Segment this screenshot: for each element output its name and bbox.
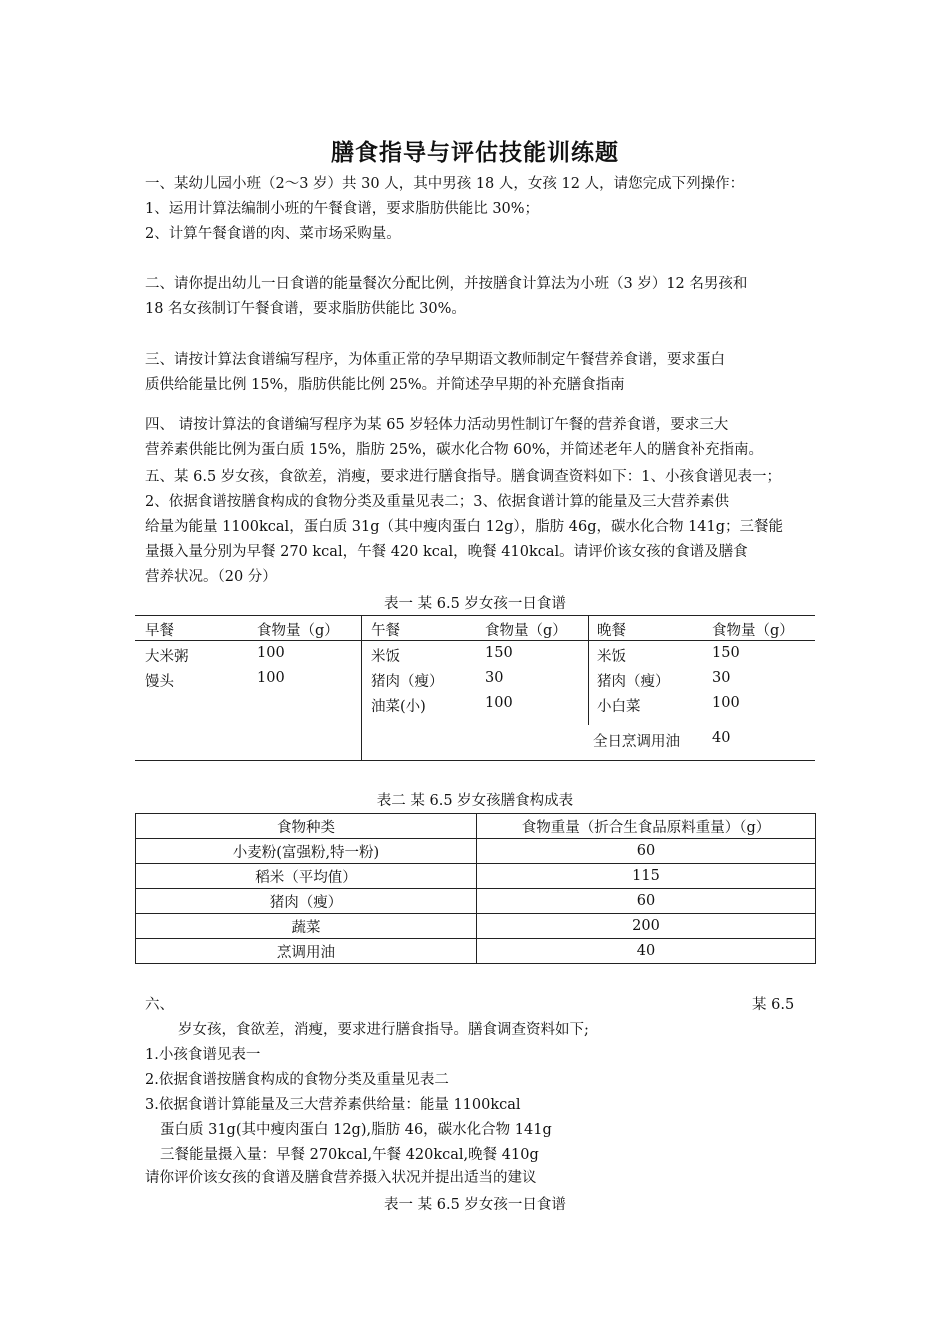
table-cell: 150 bbox=[485, 645, 513, 661]
question-6-table-caption: 表一 某 6.5 岁女孩一日食谱 bbox=[384, 1197, 566, 1213]
qty-header: 食物量（g） bbox=[485, 623, 567, 639]
table-cell: 蔬菜 bbox=[136, 914, 477, 939]
breakfast-header: 早餐 bbox=[145, 623, 174, 639]
table-cell: 猪肉（瘦） bbox=[371, 674, 444, 690]
table-cell: 100 bbox=[257, 645, 285, 661]
question-6-line: 蛋白质 31g(其中瘦肉蛋白 12g),脂肪 46，碳水化合物 141g bbox=[160, 1122, 552, 1138]
table-row bbox=[136, 914, 816, 939]
question-5-line: 五、某 6.5 岁女孩，食欲差，消瘦，要求进行膳食指导。膳食调查资料如下：1、小孩食谱见表一； bbox=[145, 469, 781, 485]
table-cell: 150 bbox=[712, 645, 740, 661]
table-cell: 馒头 bbox=[145, 674, 174, 690]
question-6-line: 岁女孩，食欲差，消瘦，要求进行膳食指导。膳食调查资料如下; bbox=[178, 1022, 589, 1038]
table-cell: 米饭 bbox=[371, 649, 400, 665]
oil-qty: 40 bbox=[712, 730, 731, 746]
table-row bbox=[136, 889, 816, 914]
page-title: 膳食指导与评估技能训练题 bbox=[331, 139, 619, 166]
table-cell: 烹调用油 bbox=[136, 939, 477, 964]
table-cell: 猪肉（瘦） bbox=[597, 674, 670, 690]
question-5-line: 量摄入量分别为早餐 270 kcal，午餐 420 kcal，晚餐 410kcal。请评价该女孩的食谱及膳食 bbox=[145, 544, 748, 560]
question-4 bbox=[145, 413, 815, 463]
question-6-line: 三餐能量摄入量：早餐 270kcal,午餐 420kcal,晚餐 410g bbox=[160, 1147, 539, 1163]
table-cell: 100 bbox=[712, 695, 740, 711]
table-cell: 小白菜 bbox=[597, 699, 641, 715]
table-cell: 115 bbox=[477, 864, 816, 889]
table-rule bbox=[135, 760, 815, 761]
dinner-header: 晚餐 bbox=[597, 623, 626, 639]
question-6-label: 六、 bbox=[145, 997, 174, 1013]
question-1-line: 2、计算午餐食谱的肉、菜市场采购量。 bbox=[145, 226, 401, 242]
question-5-line: 营养状况。（20 分） bbox=[145, 569, 277, 585]
table-rule bbox=[361, 615, 362, 760]
table-1-daily-menu bbox=[135, 615, 815, 761]
table-cell: 60 bbox=[477, 839, 816, 864]
question-4-line: 四、 请按计算法的食谱编写程序为某 65 岁轻体力活动男性制订午餐的营养食谱，要求三大 bbox=[145, 417, 729, 433]
question-6-line: 1.小孩食谱见表一 bbox=[145, 1047, 261, 1063]
table-row bbox=[136, 939, 816, 964]
table-rule bbox=[135, 615, 815, 616]
table-cell: 40 bbox=[477, 939, 816, 964]
qty-header: 食物量（g） bbox=[712, 623, 794, 639]
question-3-line: 质供给能量比例 15%，脂肪供能比例 25%。并简述孕早期的补充膳食指南 bbox=[145, 377, 625, 393]
question-6-line: 3.依据食谱计算能量及三大营养素供给量：能量 1100kcal bbox=[145, 1097, 521, 1113]
table-cell: 大米粥 bbox=[145, 649, 189, 665]
oil-label: 全日烹调用油 bbox=[593, 734, 680, 750]
table-cell: 油菜(小) bbox=[371, 699, 426, 715]
table-2-caption: 表二 某 6.5 岁女孩膳食构成表 bbox=[376, 793, 574, 809]
table-cell: 米饭 bbox=[597, 649, 626, 665]
table-cell: 100 bbox=[257, 670, 285, 686]
table-cell: 小麦粉(富强粉,特一粉) bbox=[136, 839, 477, 864]
question-6-line: 请你评价该女孩的食谱及膳食营养摄入状况并提出适当的建议 bbox=[145, 1170, 537, 1186]
table-2-diet-composition bbox=[135, 813, 816, 964]
table-cell: 200 bbox=[477, 914, 816, 939]
table-rule bbox=[135, 640, 815, 641]
table-cell: 100 bbox=[485, 695, 513, 711]
question-4-line: 营养素供能比例为蛋白质 15%，脂肪 25%，碳水化合物 60%，并简述老年人的膳食补充指南。 bbox=[145, 442, 764, 458]
question-3-line: 三、请按计算法食谱编写程序，为体重正常的孕早期语文教师制定午餐营养食谱，要求蛋白 bbox=[145, 352, 725, 368]
table-cell: 30 bbox=[712, 670, 731, 686]
table-row bbox=[136, 839, 816, 864]
question-1-line: 1、运用计算法编制小班的午餐食谱，要求脂肪供能比 30%； bbox=[145, 201, 540, 217]
qty-header: 食物量（g） bbox=[257, 623, 339, 639]
table-header-cell: 食物种类 bbox=[136, 814, 477, 839]
table-cell: 60 bbox=[477, 889, 816, 914]
question-5-line: 给量为能量 1100kcal，蛋白质 31g（其中瘦肉蛋白 12g），脂肪 46g，碳水化合物 141g；三餐能 bbox=[145, 519, 784, 535]
table-cell: 猪肉（瘦） bbox=[136, 889, 477, 914]
table-1-caption: 表一 某 6.5 岁女孩一日食谱 bbox=[384, 596, 566, 612]
question-3 bbox=[145, 348, 815, 398]
question-6-right-text: 某 6.5 bbox=[752, 997, 795, 1013]
question-2-line: 二、请你提出幼儿一日食谱的能量餐次分配比例，并按膳食计算法为小班（3 岁）12 名男孩和 bbox=[145, 276, 748, 292]
table-row bbox=[136, 864, 816, 889]
lunch-header: 午餐 bbox=[371, 623, 400, 639]
question-6-line: 2.依据食谱按膳食构成的食物分类及重量见表二 bbox=[145, 1072, 449, 1088]
question-2-line: 18 名女孩制订午餐食谱，要求脂肪供能比 30%。 bbox=[145, 301, 466, 317]
question-1 bbox=[145, 172, 815, 247]
table-header-cell: 食物重量（折合生食品原料重量）（g） bbox=[477, 814, 816, 839]
question-2 bbox=[145, 272, 815, 322]
question-1-line: 一、某幼儿园小班（2～3 岁）共 30 人，其中男孩 18 人，女孩 12 人，请您完成下列操作： bbox=[145, 176, 745, 192]
question-5 bbox=[145, 465, 815, 590]
table-cell: 30 bbox=[485, 670, 504, 686]
question-5-line: 2、依据食谱按膳食构成的食物分类及重量见表二；3、依据食谱计算的能量及三大营养素供 bbox=[145, 494, 729, 510]
table-cell: 稻米（平均值） bbox=[136, 864, 477, 889]
table-rule bbox=[588, 615, 589, 725]
table-header-row bbox=[136, 814, 816, 839]
